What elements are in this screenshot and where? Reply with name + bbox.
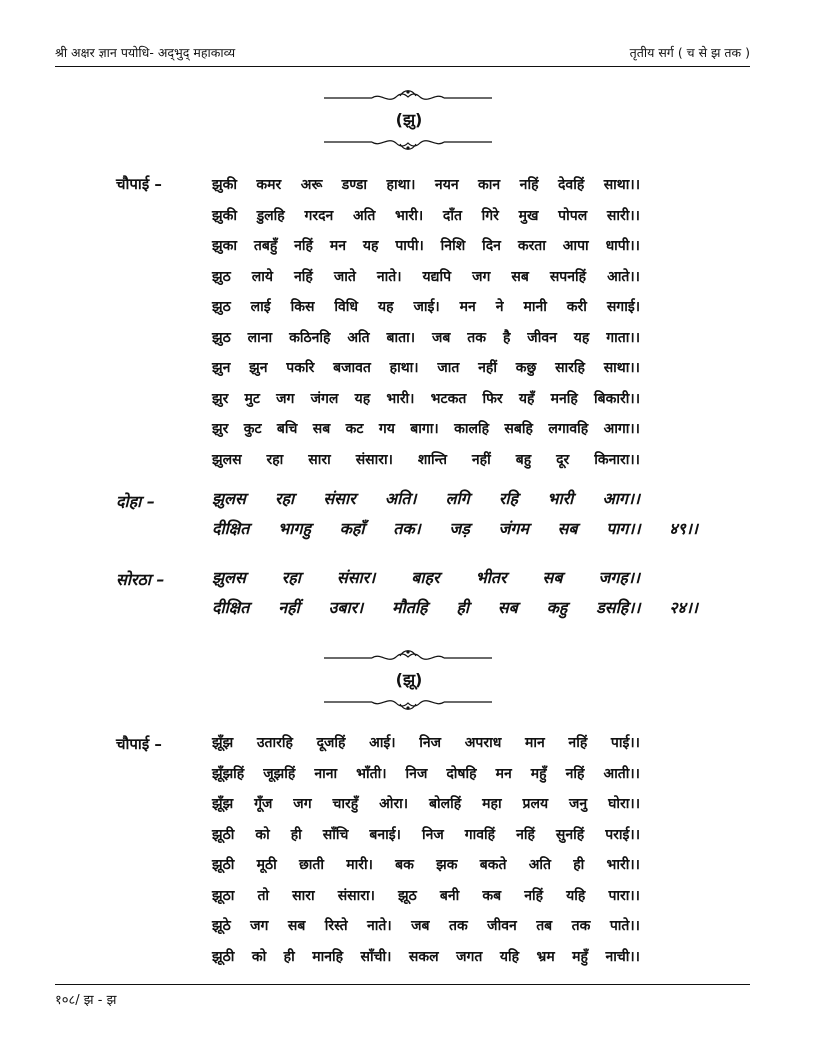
chaupai-verses [212, 170, 640, 475]
verse-line: झूँझ उतारहि दूजहिं आई। निज अपराध मान नहिं पाई।। [212, 735, 640, 751]
verse-line: झुका तबहुँ नहिं मन यह पापी। निशि दिन करता आपा धापी।। [212, 238, 640, 254]
header-book-title: श्री अक्षर ज्ञान पयोधि- अद्‌भुद् महाकाव्य [55, 45, 236, 60]
ornament-divider-top [322, 648, 494, 666]
verse-line: झुठ लाना कठिनहि अति बाता। जब तक है जीवन यह गाता।। [212, 329, 640, 346]
verse-line: झूठी को ही साँचि बनाई। निज गावहिं नहिं सुनहिं पराई।। [212, 826, 640, 843]
ornament-divider-top [322, 88, 494, 106]
sortha-label: सोरठा – [116, 570, 165, 589]
verse-line: झूठी को ही मानहि साँची। सकल जगत यहि भ्रम महुँ नाची।। [212, 948, 640, 965]
ornament-divider-bottom [322, 134, 494, 152]
chaupai-label: चौपाई – [116, 735, 162, 753]
ornament-divider-bottom [322, 694, 494, 712]
doha-verses [212, 484, 698, 544]
verse-line: झुन झुन पकरि बजावत हाथा। जात नहीं कछु सारहि साथा।। [212, 360, 640, 376]
verse-line: झुठ लाई किस विधि यह जाई। मन ने मानी करी सगाई। [212, 299, 640, 315]
sortha-line: दीक्षित नहीं उबार। मौतहि ही सब कहु डसहि।। २४।। [212, 598, 698, 617]
chaupai-label: चौपाई – [116, 175, 162, 193]
sortha-line: झुलस रहा संसार। बाहर भीतर सब जगह।। [212, 568, 640, 587]
verse-line: झुठ लाये नहिं जाते नाते। यद्यपि जग सब सपनहिं आते।। [212, 268, 640, 285]
doha-line: झुलस रहा संसार अति। लगि रहि भारी आग।। [212, 489, 640, 508]
header-chapter-title: तृतीय सर्ग ( च से झ तक ) [629, 45, 750, 60]
verse-line: झूठा तो सारा संसारा। झूठ बनी कब नहिं यहि पारा।। [212, 887, 640, 904]
verse-line: झूठे जग सब रिस्ते नाते। जब तक जीवन तब तक पाते।। [212, 918, 640, 934]
verse-line: झुर मुट जग जंगल यह भारी। भटकत फिर यहँ मनहि बिकारी।। [212, 390, 640, 407]
page-number: १०८/ झ - झ [55, 993, 117, 1008]
verse-line: झूँझहिं जूझहिं नाना भाँती। निज दोषहि मन महुँ नहिं आती।। [212, 765, 640, 782]
chaupai-verses [212, 728, 640, 972]
verse-line: झुकी कमर अरू डण्डा हाथा। नयन कान नहिं देवहिं साथा।। [212, 177, 640, 193]
verse-line: झूठी मूठी छाती मारी। बक झक बकते अति ही भारी।। [212, 857, 640, 873]
verse-line: झुर कुट बचि सब कट गय बागा। कालहि सबहि लगावहि आगा।। [212, 421, 640, 437]
section-title-jhu: (झु) [395, 110, 423, 129]
doha-label: दोहा – [116, 492, 155, 511]
verse-line: झुकी डुलहि गरदन अति भारी। दाँत गिरे मुख पोपल सारी।। [212, 207, 640, 224]
sortha-verses [212, 563, 698, 623]
section-title-jhoo: (झू) [395, 670, 423, 689]
verse-line: झुलस रहा सारा संसारा। शान्ति नहीं बहु दूर किनारा।। [212, 451, 640, 468]
footer-rule [55, 984, 750, 985]
verse-line: झूँझ गूँज जग चारहुँ ओरा। बोलहिं महा प्रलय जनु घोरा।। [212, 796, 640, 812]
running-header [55, 44, 750, 67]
doha-line: दीक्षित भागहु कहाँ तक। जड़ जंगम सब पाग।। ४९।। [212, 519, 698, 538]
